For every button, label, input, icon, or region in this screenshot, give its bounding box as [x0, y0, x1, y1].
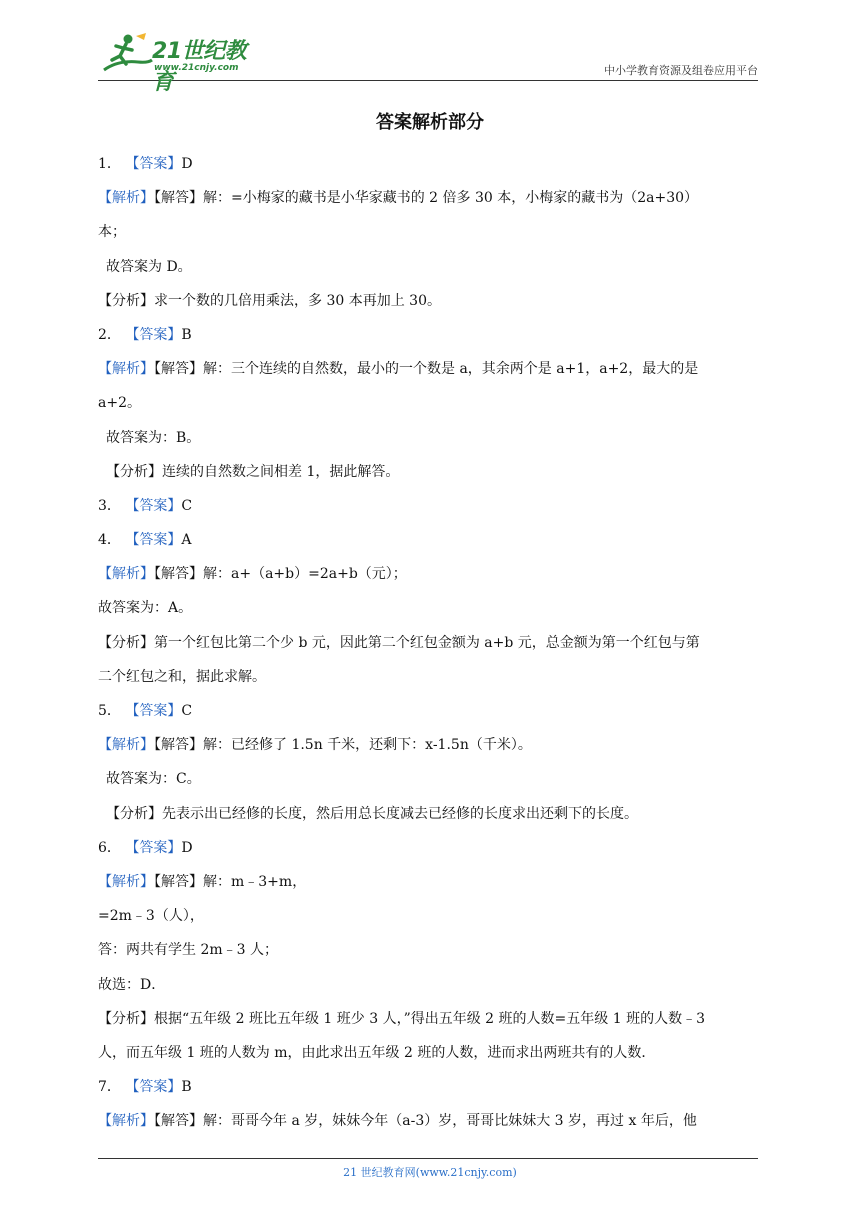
- answer-text: 故答案为 D。: [106, 258, 192, 275]
- answer-line: [98, 284, 763, 318]
- answer-line: [98, 352, 763, 386]
- answer-tag: 7． 【答案】: [98, 1079, 182, 1096]
- answer-text: 本；: [98, 224, 126, 241]
- answer-text: 【解答】解：m﹣3+m，: [154, 873, 307, 890]
- answer-line: [98, 1104, 763, 1138]
- answer-tag: 1． 【答案】: [98, 156, 182, 172]
- answer-text: 【解答】解：三个连续的自然数，最小的一个数是 a，其余两个是 a+1，a+2，最大的是: [154, 361, 699, 378]
- answer-text: 答：两共有学生 2m﹣3 人；: [98, 942, 278, 959]
- answer-line: [98, 968, 763, 1002]
- answer-line: [98, 626, 763, 660]
- answer-text: 故选：D．: [98, 976, 166, 993]
- answer-text: =2m﹣3（人），: [98, 908, 204, 925]
- answer-text: a+2。: [98, 395, 141, 412]
- answer-text: A: [181, 532, 192, 549]
- answer-text: 故答案为：C。: [106, 771, 201, 788]
- footer-link[interactable]: 21 世纪教育网(www.21cnjy.com): [343, 1166, 517, 1179]
- answer-tag: 【解析】: [98, 737, 154, 754]
- answer-line: [98, 1002, 763, 1036]
- answer-text: 【分析】根据“五年级 2 班比五年级 1 班少 3 人，”得出五年级 2 班的人数=五年级 1 班的人数﹣3: [98, 1010, 705, 1027]
- answer-text: 【分析】连续的自然数之间相差 1，据此解答。: [106, 463, 400, 480]
- answer-tag: 【解析】: [98, 190, 154, 207]
- answer-text: 【分析】求一个数的几倍用乘法，多 30 本再加上 30。: [98, 292, 441, 309]
- answer-tag: 【解析】: [98, 1113, 154, 1130]
- answer-tag: 3． 【答案】: [98, 497, 182, 514]
- answer-line: [98, 933, 763, 967]
- answer-text: 人，而五年级 1 班的人数为 m，由此求出五年级 2 班的人数，进而求出两班共有的人数．: [98, 1044, 656, 1061]
- answer-line: [98, 455, 763, 489]
- answer-line: [98, 797, 763, 831]
- answer-line: [98, 250, 763, 284]
- answer-text: 【分析】第一个红包比第二个少 b 元，因此第二个红包金额为 a+b 元，总金额为第一个红包与第: [98, 634, 700, 651]
- answer-line: [98, 762, 763, 796]
- answer-text: 故答案为：B。: [106, 429, 201, 446]
- answer-tag: 【解析】: [98, 873, 154, 890]
- answer-line: [98, 147, 763, 181]
- answer-text: C: [181, 703, 193, 719]
- answer-line: [98, 318, 763, 352]
- answer-text: 【解答】解：=小梅家的藏书是小华家藏书的 2 倍多 30 本，小梅家的藏书为（2a+30）: [154, 190, 699, 207]
- answer-text: C: [181, 497, 193, 514]
- answer-line: [98, 865, 763, 899]
- answer-line: [98, 660, 763, 694]
- answer-text: D: [181, 839, 193, 856]
- answer-line: [98, 523, 763, 557]
- footer-divider: [98, 1158, 758, 1159]
- logo-text: 21世纪教育: [152, 39, 247, 95]
- answer-tag: 5． 【答案】: [98, 703, 182, 719]
- answer-line: [98, 1070, 763, 1104]
- answer-text: 【解答】解：a+（a+b）=2a+b（元）；: [154, 566, 407, 583]
- answer-text: 【解答】解：哥哥今年 a 岁，妹妹今年（a-3）岁，哥哥比妹妹大 3 岁，再过 x 年后，他: [154, 1113, 697, 1130]
- answer-text: B: [181, 326, 192, 343]
- answer-line: [98, 831, 763, 865]
- answer-line: [98, 728, 763, 762]
- site-logo[interactable]: [98, 30, 258, 95]
- answer-text: 故答案为：A。: [98, 600, 193, 617]
- logo-url: www.21cnjy.com: [154, 63, 239, 73]
- answer-line: [98, 489, 763, 523]
- site-tagline: 中小学教育资源及组卷应用平台: [604, 64, 758, 77]
- answer-line: [98, 899, 763, 933]
- answer-tag: 2． 【答案】: [98, 326, 182, 343]
- answer-tag: 【解析】: [98, 361, 154, 378]
- answer-text: 【分析】先表示出已经修的长度，然后用总长度减去已经修的长度求出还剩下的长度。: [106, 805, 638, 822]
- runner-icon: [98, 30, 154, 76]
- answer-tag: 【解析】: [98, 566, 154, 583]
- answer-text: B: [181, 1079, 192, 1096]
- page-title: 答案解析部分: [376, 112, 484, 133]
- answer-line: [98, 181, 763, 215]
- answer-line: [98, 386, 763, 420]
- answer-line: [98, 421, 763, 455]
- answer-line: [98, 557, 763, 591]
- answer-content: [98, 147, 763, 1138]
- answer-tag: 6． 【答案】: [98, 839, 182, 856]
- answer-text: D: [181, 156, 193, 172]
- answer-text: 【解答】解：已经修了 1.5n 千米，还剩下：x-1.5n（千米）。: [154, 737, 532, 754]
- answer-line: [98, 591, 763, 625]
- answer-text: 二个红包之和，据此求解。: [98, 668, 266, 685]
- answer-tag: 4． 【答案】: [98, 532, 182, 549]
- page-header: [98, 30, 758, 95]
- answer-line: [98, 694, 763, 728]
- answer-line: [98, 1036, 763, 1070]
- answer-line: [98, 215, 763, 249]
